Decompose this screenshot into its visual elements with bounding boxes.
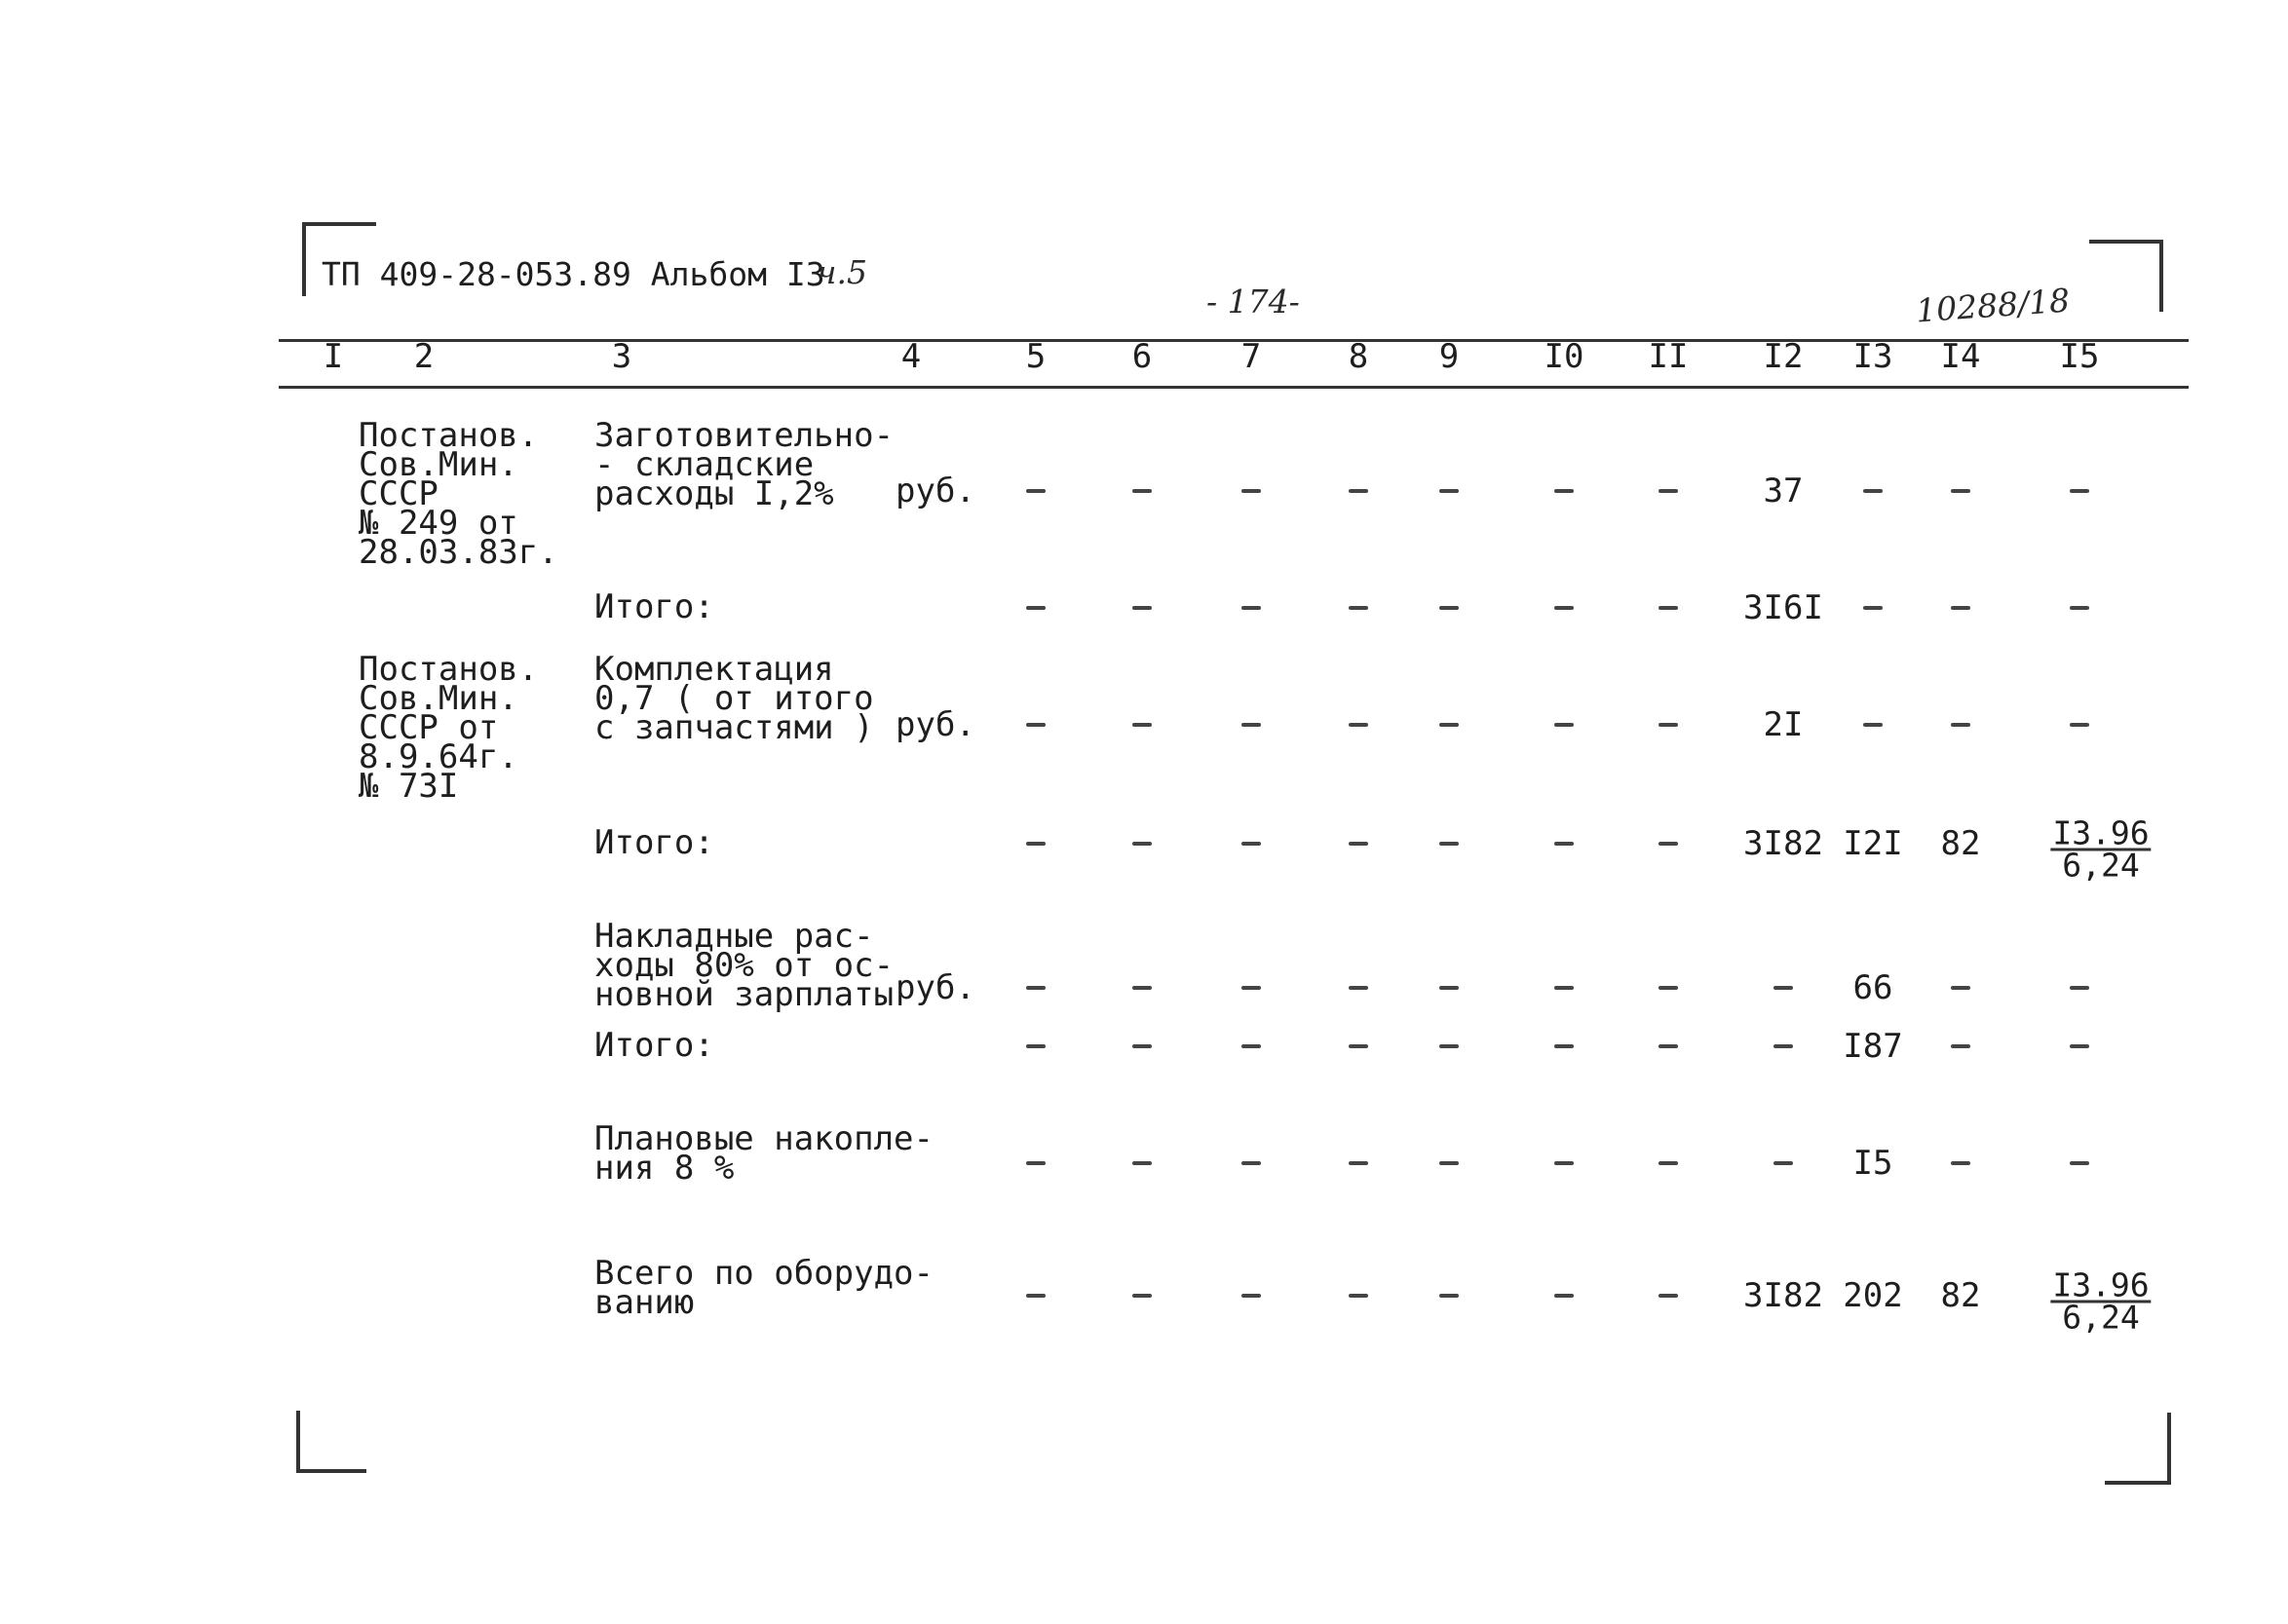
empty-cell-dash bbox=[1132, 1161, 1152, 1165]
column-number-4: 4 bbox=[900, 337, 922, 376]
empty-cell-dash bbox=[1132, 723, 1152, 727]
empty-cell-dash bbox=[1773, 1161, 1793, 1165]
row-value-col-13: I5 bbox=[1852, 1144, 1893, 1183]
page-number: - 174- bbox=[1206, 283, 1300, 321]
empty-cell-dash bbox=[2070, 489, 2089, 493]
empty-cell-dash bbox=[1951, 1161, 1970, 1165]
header-top-rule bbox=[279, 339, 2189, 342]
row-value-col-12: 2I bbox=[1763, 705, 1804, 744]
fraction-denominator: 6,24 bbox=[2062, 1298, 2140, 1337]
empty-cell-dash bbox=[1026, 606, 1046, 610]
empty-cell-dash bbox=[1349, 1044, 1368, 1048]
empty-cell-dash bbox=[1554, 723, 1574, 727]
empty-cell-dash bbox=[1439, 723, 1459, 727]
empty-cell-dash bbox=[1863, 606, 1883, 610]
empty-cell-dash bbox=[2070, 1044, 2089, 1048]
empty-cell-dash bbox=[1132, 489, 1152, 493]
empty-cell-dash bbox=[1659, 1161, 1678, 1165]
column-number-1: I bbox=[323, 337, 344, 376]
column-number-7: 7 bbox=[1240, 337, 1262, 376]
empty-cell-dash bbox=[1439, 842, 1459, 846]
empty-cell-dash bbox=[1241, 723, 1261, 727]
empty-cell-dash bbox=[1349, 723, 1368, 727]
row-value-col-14: 82 bbox=[1940, 824, 1981, 863]
empty-cell-dash bbox=[1241, 606, 1261, 610]
empty-cell-dash bbox=[1554, 1161, 1574, 1165]
empty-cell-dash bbox=[1026, 986, 1046, 990]
inventory-number: 10288/18 bbox=[1914, 281, 2072, 330]
empty-cell-dash bbox=[2070, 606, 2089, 610]
empty-cell-dash bbox=[2070, 1161, 2089, 1165]
empty-cell-dash bbox=[1241, 842, 1261, 846]
empty-cell-dash bbox=[1951, 723, 1970, 727]
empty-cell-dash bbox=[1659, 723, 1678, 727]
empty-cell-dash bbox=[1554, 606, 1574, 610]
empty-cell-dash bbox=[1439, 489, 1459, 493]
empty-cell-dash bbox=[1951, 986, 1970, 990]
empty-cell-dash bbox=[1026, 1161, 1046, 1165]
header-bottom-rule bbox=[279, 386, 2189, 389]
empty-cell-dash bbox=[1349, 842, 1368, 846]
empty-cell-dash bbox=[1349, 1161, 1368, 1165]
empty-cell-dash bbox=[1241, 1161, 1261, 1165]
empty-cell-dash bbox=[1439, 1294, 1459, 1298]
empty-cell-dash bbox=[1026, 1044, 1046, 1048]
row-value-col-12: 3I82 bbox=[1743, 824, 1823, 863]
empty-cell-dash bbox=[1554, 1294, 1574, 1298]
empty-cell-dash bbox=[1132, 1294, 1152, 1298]
row-name: Всего по оборудо- ванию bbox=[594, 1254, 934, 1322]
empty-cell-dash bbox=[1439, 986, 1459, 990]
row-basis: Постанов. Сов.Мин. СССР от 8.9.64г. № 73I bbox=[359, 650, 539, 806]
column-number-15: I5 bbox=[2059, 337, 2100, 376]
empty-cell-dash bbox=[2070, 986, 2089, 990]
empty-cell-dash bbox=[1241, 986, 1261, 990]
empty-cell-dash bbox=[1241, 1044, 1261, 1048]
empty-cell-dash bbox=[2070, 723, 2089, 727]
row-name: Заготовительно- - складские расходы I,2% bbox=[594, 416, 895, 513]
empty-cell-dash bbox=[1659, 606, 1678, 610]
empty-cell-dash bbox=[1439, 1044, 1459, 1048]
empty-cell-dash bbox=[1659, 842, 1678, 846]
row-unit: руб. bbox=[896, 472, 975, 510]
row-value-col-13: I2I bbox=[1843, 824, 1903, 863]
empty-cell-dash bbox=[1026, 1294, 1046, 1298]
column-number-3: 3 bbox=[611, 337, 632, 376]
row-basis: Постанов. Сов.Мин. СССР № 249 от 28.03.83г. bbox=[359, 416, 558, 572]
frame-corner-bottom-left bbox=[296, 1411, 366, 1473]
empty-cell-dash bbox=[1554, 986, 1574, 990]
row-value-col-12: 3I6I bbox=[1743, 588, 1823, 627]
part-note: ч.5 bbox=[817, 253, 868, 291]
empty-cell-dash bbox=[1132, 1044, 1152, 1048]
column-number-9: 9 bbox=[1438, 337, 1460, 376]
fraction-denominator: 6,24 bbox=[2062, 846, 2140, 885]
row-value-col-12: 37 bbox=[1763, 472, 1804, 510]
empty-cell-dash bbox=[1951, 606, 1970, 610]
frame-corner-bottom-right bbox=[2105, 1413, 2171, 1485]
column-number-13: I3 bbox=[1852, 337, 1893, 376]
row-value-col-13: I87 bbox=[1843, 1027, 1903, 1066]
empty-cell-dash bbox=[1439, 1161, 1459, 1165]
empty-cell-dash bbox=[1773, 986, 1793, 990]
empty-cell-dash bbox=[1863, 489, 1883, 493]
empty-cell-dash bbox=[1349, 489, 1368, 493]
empty-cell-dash bbox=[1349, 986, 1368, 990]
empty-cell-dash bbox=[1026, 489, 1046, 493]
column-number-12: I2 bbox=[1763, 337, 1804, 376]
column-number-11: II bbox=[1648, 337, 1689, 376]
empty-cell-dash bbox=[1349, 1294, 1368, 1298]
empty-cell-dash bbox=[1439, 606, 1459, 610]
empty-cell-dash bbox=[1241, 1294, 1261, 1298]
empty-cell-dash bbox=[1863, 723, 1883, 727]
empty-cell-dash bbox=[1773, 1044, 1793, 1048]
empty-cell-dash bbox=[1951, 1044, 1970, 1048]
empty-cell-dash bbox=[1659, 1294, 1678, 1298]
row-name: Итого: bbox=[594, 587, 714, 626]
column-number-8: 8 bbox=[1348, 337, 1369, 376]
empty-cell-dash bbox=[1026, 723, 1046, 727]
row-value-col-12: 3I82 bbox=[1743, 1276, 1823, 1315]
column-number-14: I4 bbox=[1940, 337, 1981, 376]
frame-corner-top-right bbox=[2089, 240, 2163, 312]
empty-cell-dash bbox=[1554, 842, 1574, 846]
empty-cell-dash bbox=[1132, 842, 1152, 846]
column-number-10: I0 bbox=[1544, 337, 1584, 376]
fraction-numerator: I3.96 bbox=[2052, 1265, 2150, 1304]
fraction-numerator: I3.96 bbox=[2052, 813, 2150, 852]
row-unit: руб. bbox=[896, 705, 975, 744]
empty-cell-dash bbox=[1554, 489, 1574, 493]
empty-cell-dash bbox=[1241, 489, 1261, 493]
row-name: Комплектация 0,7 ( от итого с запчастями ) bbox=[594, 650, 874, 747]
empty-cell-dash bbox=[1951, 489, 1970, 493]
column-number-2: 2 bbox=[413, 337, 435, 376]
column-number-5: 5 bbox=[1025, 337, 1047, 376]
row-unit: руб. bbox=[896, 968, 975, 1007]
row-value-col-14: 82 bbox=[1940, 1276, 1981, 1315]
empty-cell-dash bbox=[1349, 606, 1368, 610]
row-name: Итого: bbox=[594, 823, 714, 862]
empty-cell-dash bbox=[1026, 842, 1046, 846]
row-name: Итого: bbox=[594, 1026, 714, 1065]
empty-cell-dash bbox=[1659, 1044, 1678, 1048]
empty-cell-dash bbox=[1659, 489, 1678, 493]
row-name: Плановые накопле- ния 8 % bbox=[594, 1119, 934, 1188]
document-reference: ТП 409-28-053.89 Альбом I3 bbox=[322, 255, 825, 293]
empty-cell-dash bbox=[1554, 1044, 1574, 1048]
row-value-col-15-fraction bbox=[2050, 813, 2151, 885]
empty-cell-dash bbox=[1132, 606, 1152, 610]
empty-cell-dash bbox=[1132, 986, 1152, 990]
empty-cell-dash bbox=[1659, 986, 1678, 990]
row-name: Накладные рас- ходы 80% от ос- новной зарплаты bbox=[594, 917, 895, 1014]
column-number-6: 6 bbox=[1131, 337, 1153, 376]
row-value-col-13: 202 bbox=[1843, 1276, 1903, 1315]
row-value-col-13: 66 bbox=[1852, 968, 1893, 1007]
row-value-col-15-fraction bbox=[2050, 1265, 2151, 1337]
